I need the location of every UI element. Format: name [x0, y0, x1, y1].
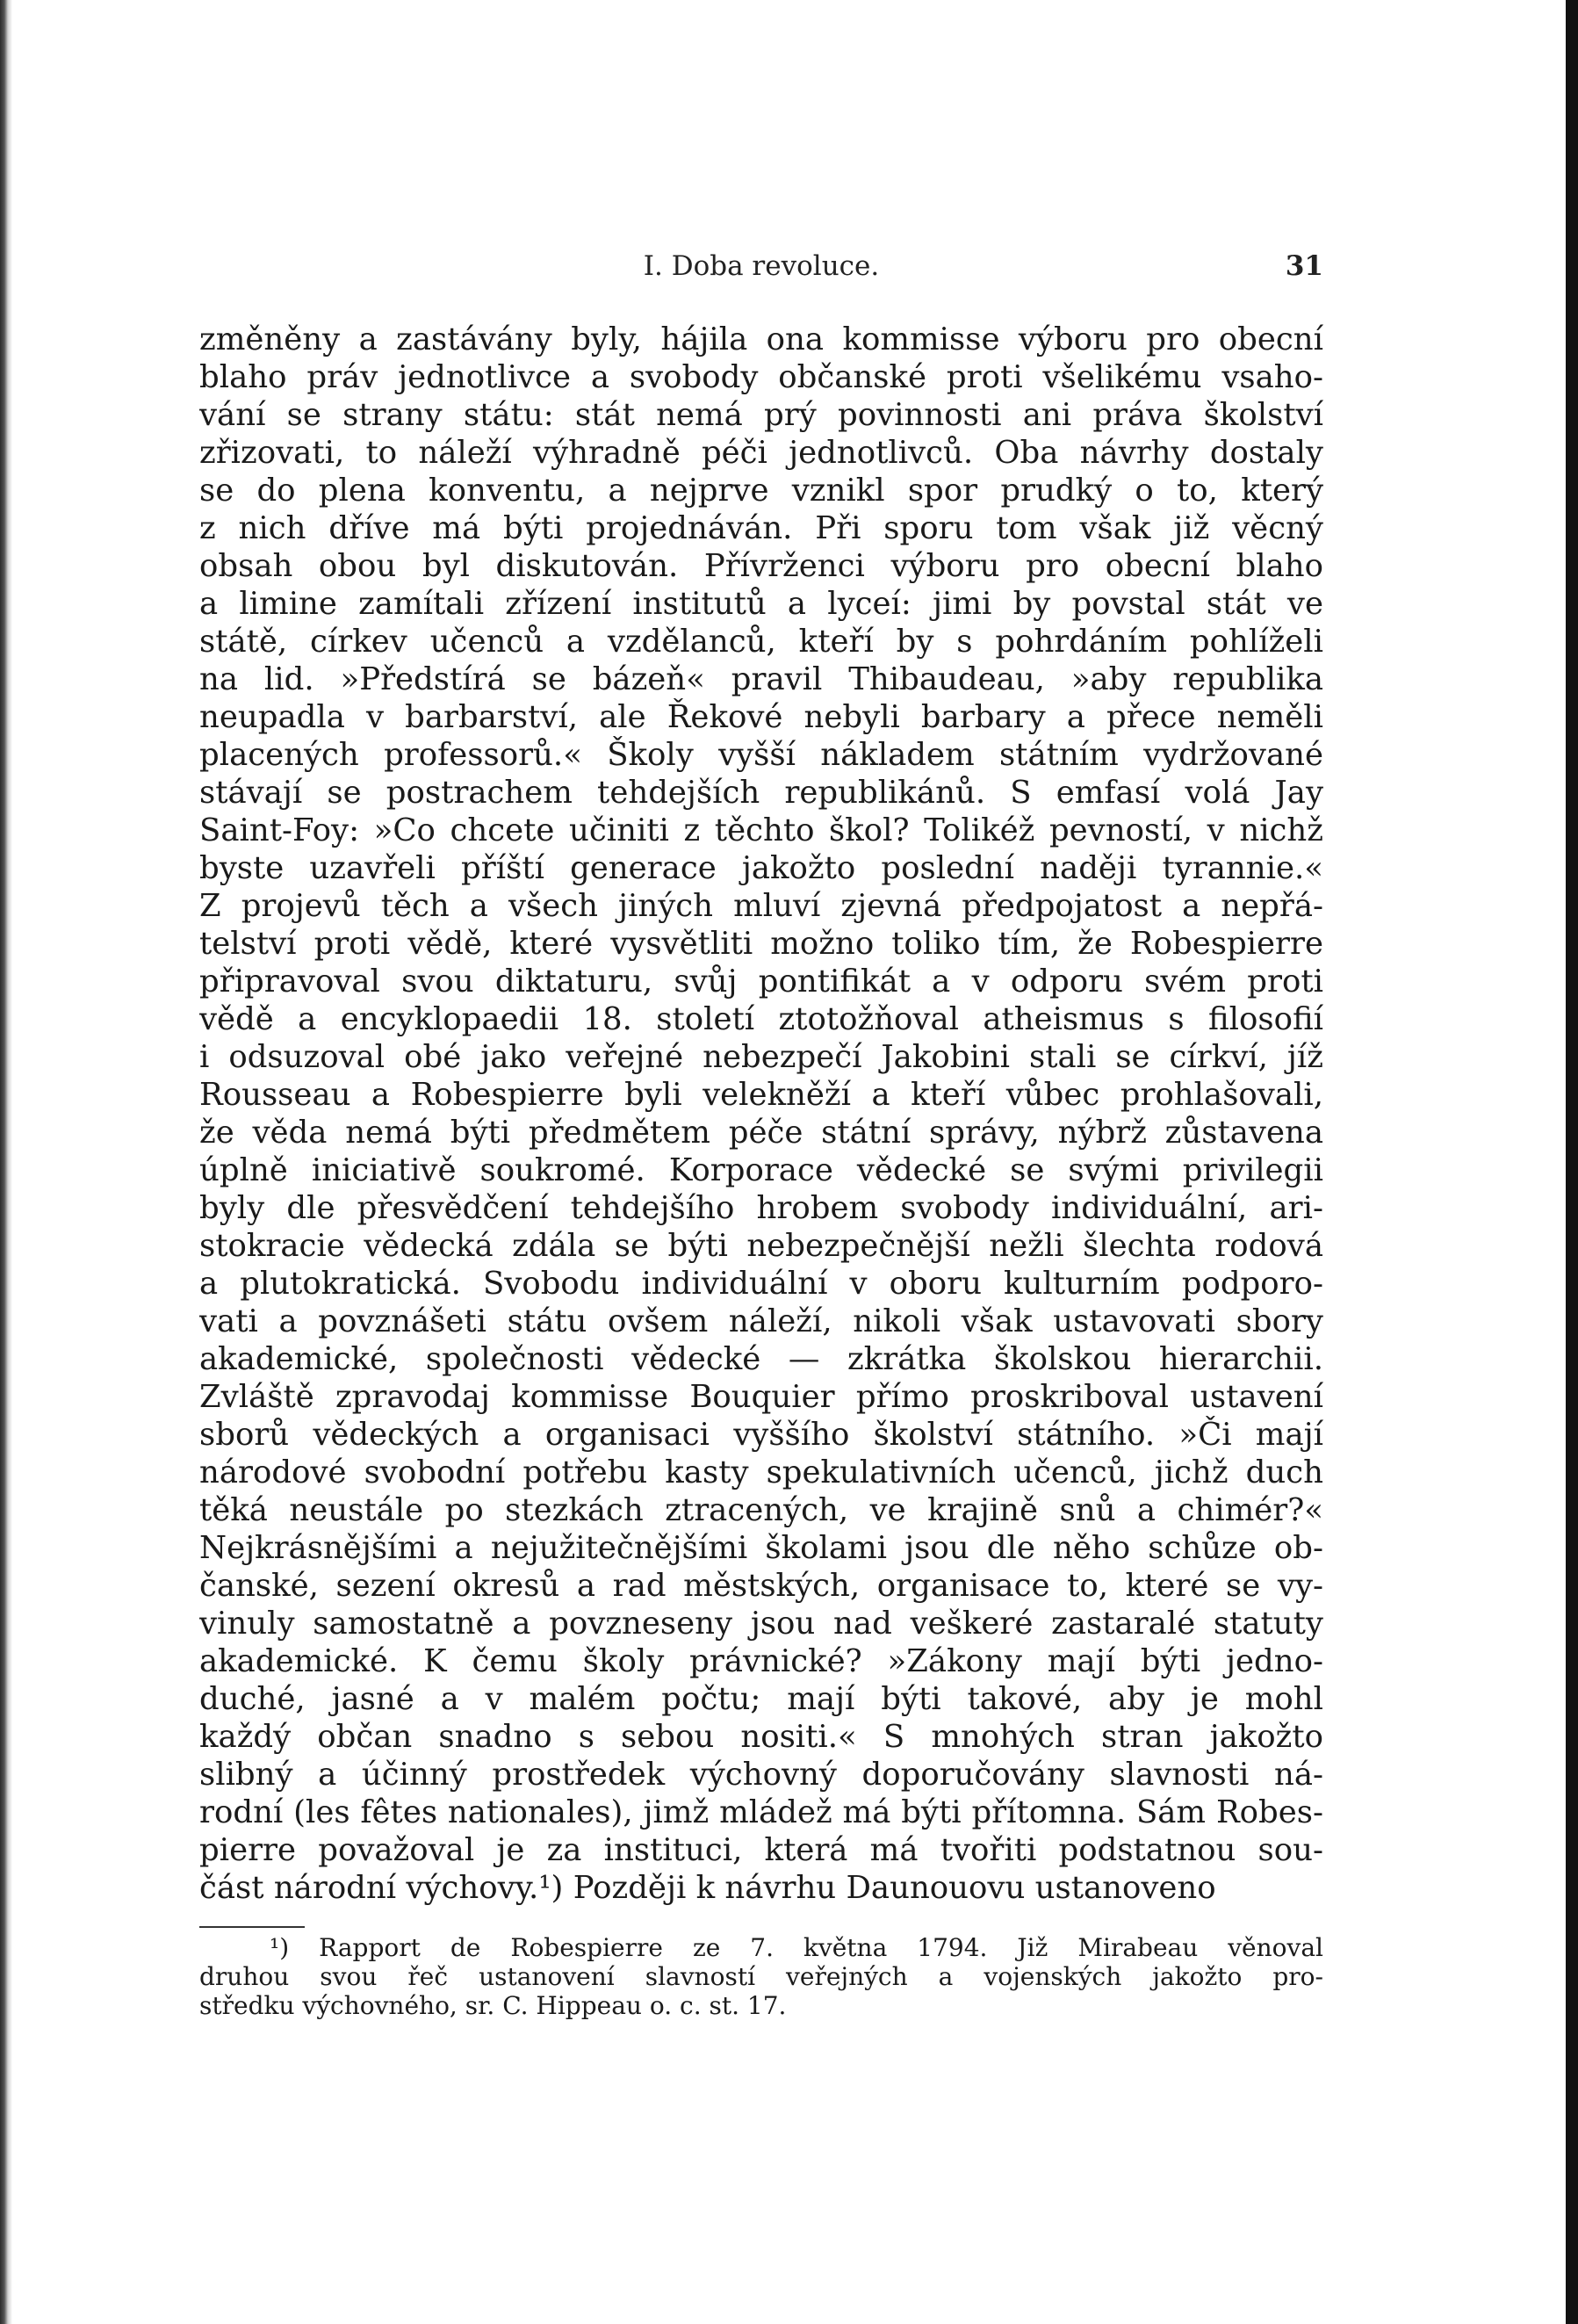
text-line: se do plena konventu, a nejprve vznikl spor prudký o to, který	[199, 473, 1323, 509]
text-line: rodní (les fêtes nationales), jimž mládež má býti přítomna. Sám Robes-	[199, 1794, 1323, 1830]
text-line: vinuly samostatně a povzneseny jsou nad veškeré zastaralé statuty	[199, 1606, 1323, 1642]
text-line: i odsuzoval obé jako veřejné nebezpečí Jakobini stali se církví, jíž	[199, 1039, 1323, 1075]
footnote-line: středku výchovného, sr. C. Hippeau o. c. st. 17.	[199, 1991, 787, 2020]
text-line: telství proti vědě, které vysvětliti možno toliko tím, že Robespierre	[199, 926, 1323, 962]
text-line: připravoval svou diktaturu, svůj pontifikát a v odporu svém proti	[199, 964, 1323, 1000]
book-page	[199, 250, 1323, 2020]
text-line: národové svobodní potřebu kasty spekulativních učenců, jichž duch	[199, 1454, 1323, 1490]
text-line: Saint-Foy: »Co chcete učiniti z těchto škol? Tolikéž pevností, v nichž	[199, 812, 1323, 848]
text-line: a plutokratická. Svobodu individuální v oboru kulturním podporo-	[199, 1266, 1323, 1302]
text-line: změněny a zastávány byly, hájila ona kommisse výboru pro obecní	[199, 321, 1323, 357]
text-line: akademické, společnosti vědecké — zkrátka školskou hierarchii.	[199, 1341, 1323, 1377]
running-header	[199, 250, 1323, 303]
text-line: vědě a encyklopaedii 18. století ztotožňoval atheismus s filosofií	[199, 1001, 1323, 1037]
footnotes	[199, 1933, 1323, 2020]
text-line: Z projevů těch a všech jiných mluví zjevná předpojatost a nepřá-	[199, 888, 1323, 924]
text-line: neupadla v barbarství, ale Řekové nebyli barbary a přece neměli	[199, 699, 1323, 735]
body-text	[199, 321, 1323, 1907]
text-line: obsah obou byl diskutován. Přívrženci výboru pro obecní blaho	[199, 548, 1323, 584]
text-line: stávají se postrachem tehdejších republikánů. S emfasí volá Jay	[199, 775, 1323, 811]
text-line: slibný a účinný prostředek výchovný doporučovány slavnosti ná-	[199, 1757, 1323, 1793]
text-line: byste uzavřeli příští generace jakožto poslední naději tyrannie.«	[199, 850, 1323, 886]
text-line: vati a povznášeti státu ovšem náleží, nikoli však ustavovati sbory	[199, 1303, 1323, 1339]
text-line: z nich dříve má býti projednáván. Při sporu tom však již věcný	[199, 510, 1323, 546]
text-line: pierre považoval je za instituci, která má tvořiti podstatnou sou-	[199, 1832, 1323, 1868]
text-line: úplně iniciativě soukromé. Korporace vědecké se svými privilegii	[199, 1152, 1323, 1188]
text-line: část národní výchovy.¹) Později k návrhu Daunouovu ustanoveno	[199, 1870, 1216, 1906]
text-line: blaho práv jednotlivce a svobody občanské proti všelikému vsaho-	[199, 359, 1323, 395]
page-number: 31	[1285, 250, 1323, 282]
text-line: akademické. K čemu školy právnické? »Zákony mají býti jedno-	[199, 1643, 1323, 1679]
footnote-rule	[199, 1926, 305, 1928]
text-line: Nejkrásnějšími a nejužitečnějšími školami jsou dle něho schůze ob-	[199, 1530, 1323, 1566]
chapter-title: I. Doba revoluce.	[643, 250, 880, 282]
text-line: a limine zamítali zřízení institutů a lyceí: jimi by povstal stát ve	[199, 586, 1323, 622]
text-line: stokracie vědecká zdála se býti nebezpečnější nežli šlechta rodová	[199, 1228, 1323, 1264]
text-line: vání se strany státu: stát nemá prý povinnosti ani práva školství	[199, 397, 1323, 433]
text-line: zřizovati, to náleží výhradně péči jednotlivců. Oba návrhy dostaly	[199, 435, 1323, 471]
text-line: placených professorů.« Školy vyšší nákladem státním vydržované	[199, 737, 1323, 773]
text-line: těká neustále po stezkách ztracených, ve krajině snů a chimér?«	[199, 1492, 1323, 1528]
text-line: státě, církev učenců a vzdělanců, kteří by s pohrdáním pohlíželi	[199, 624, 1323, 660]
text-line: byly dle přesvědčení tehdejšího hrobem svobody individuální, ari-	[199, 1190, 1323, 1226]
text-line: že věda nemá býti předmětem péče státní správy, nýbrž zůstavena	[199, 1115, 1323, 1151]
text-line: každý občan snadno s sebou nositi.« S mnohých stran jakožto	[199, 1719, 1323, 1755]
scan-right-edge	[1566, 0, 1578, 2324]
scan-left-edge	[0, 0, 12, 2324]
text-line: Rousseau a Robespierre byli velekněží a kteří vůbec prohlašovali,	[199, 1077, 1323, 1113]
text-line: čanské, sezení okresů a rad městských, organisace to, které se vy-	[199, 1568, 1323, 1604]
footnote-line: druhou svou řeč ustanovení slavností veřejných a vojenských jakožto pro-	[199, 1962, 1323, 1991]
text-line: Zvláště zpravodaj kommisse Bouquier přímo proskriboval ustavení	[199, 1379, 1323, 1415]
footnote-line: ¹) Rapport de Robespierre ze 7. května 1794. Již Mirabeau věnoval	[270, 1933, 1323, 1962]
text-line: na lid. »Předstírá se bázeň« pravil Thibaudeau, »aby republika	[199, 661, 1323, 697]
text-line: sborů vědeckých a organisaci vyššího školství státního. »Či mají	[199, 1417, 1323, 1453]
text-line: duché, jasné a v malém počtu; mají býti takové, aby je mohl	[199, 1681, 1323, 1717]
